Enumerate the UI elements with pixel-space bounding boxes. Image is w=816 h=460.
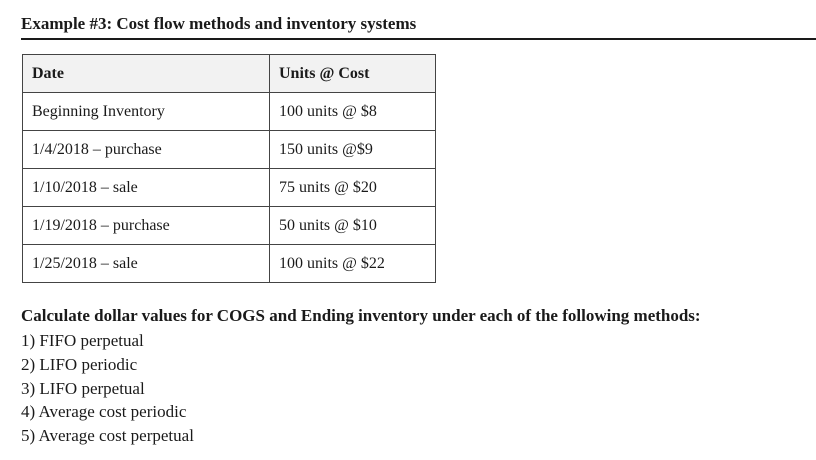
table-row xyxy=(23,245,436,283)
list-item: 2) LIFO periodic xyxy=(21,354,138,374)
inventory-table xyxy=(22,54,436,283)
cell-date: 1/19/2018 – purchase xyxy=(23,207,270,245)
table-row xyxy=(23,93,436,131)
list-item: 1) FIFO perpetual xyxy=(21,331,144,350)
question-text: Calculate dollar values for COGS and Ending inventory under each of the following methods: xyxy=(21,306,701,325)
table-header-row xyxy=(23,55,436,93)
heading-underline xyxy=(21,38,816,40)
methods-list xyxy=(21,329,194,448)
table-row xyxy=(23,207,436,245)
table-row xyxy=(23,169,436,207)
list-item: 3) LIFO perpetual xyxy=(21,378,145,398)
cell-units-cost: 150 units @$9 xyxy=(270,131,436,169)
table-row xyxy=(23,131,436,169)
cell-date: Beginning Inventory xyxy=(23,93,270,131)
cell-units-cost: 50 units @ $10 xyxy=(270,207,436,245)
cell-units-cost: 100 units @ $8 xyxy=(270,93,436,131)
cell-units-cost: 100 units @ $22 xyxy=(270,245,436,283)
list-item: 5) Average cost perpetual xyxy=(21,426,194,446)
cell-date: 1/25/2018 – sale xyxy=(23,245,270,283)
column-header-units-cost: Units @ Cost xyxy=(270,55,436,93)
example-heading: Example #3: Cost flow methods and inventory systems xyxy=(21,14,417,33)
cell-units-cost: 75 units @ $20 xyxy=(270,169,436,207)
cell-date: 1/4/2018 – purchase xyxy=(23,131,270,169)
column-header-date: Date xyxy=(23,55,270,93)
cell-date: 1/10/2018 – sale xyxy=(23,169,270,207)
list-item: 4) Average cost periodic xyxy=(21,402,187,422)
